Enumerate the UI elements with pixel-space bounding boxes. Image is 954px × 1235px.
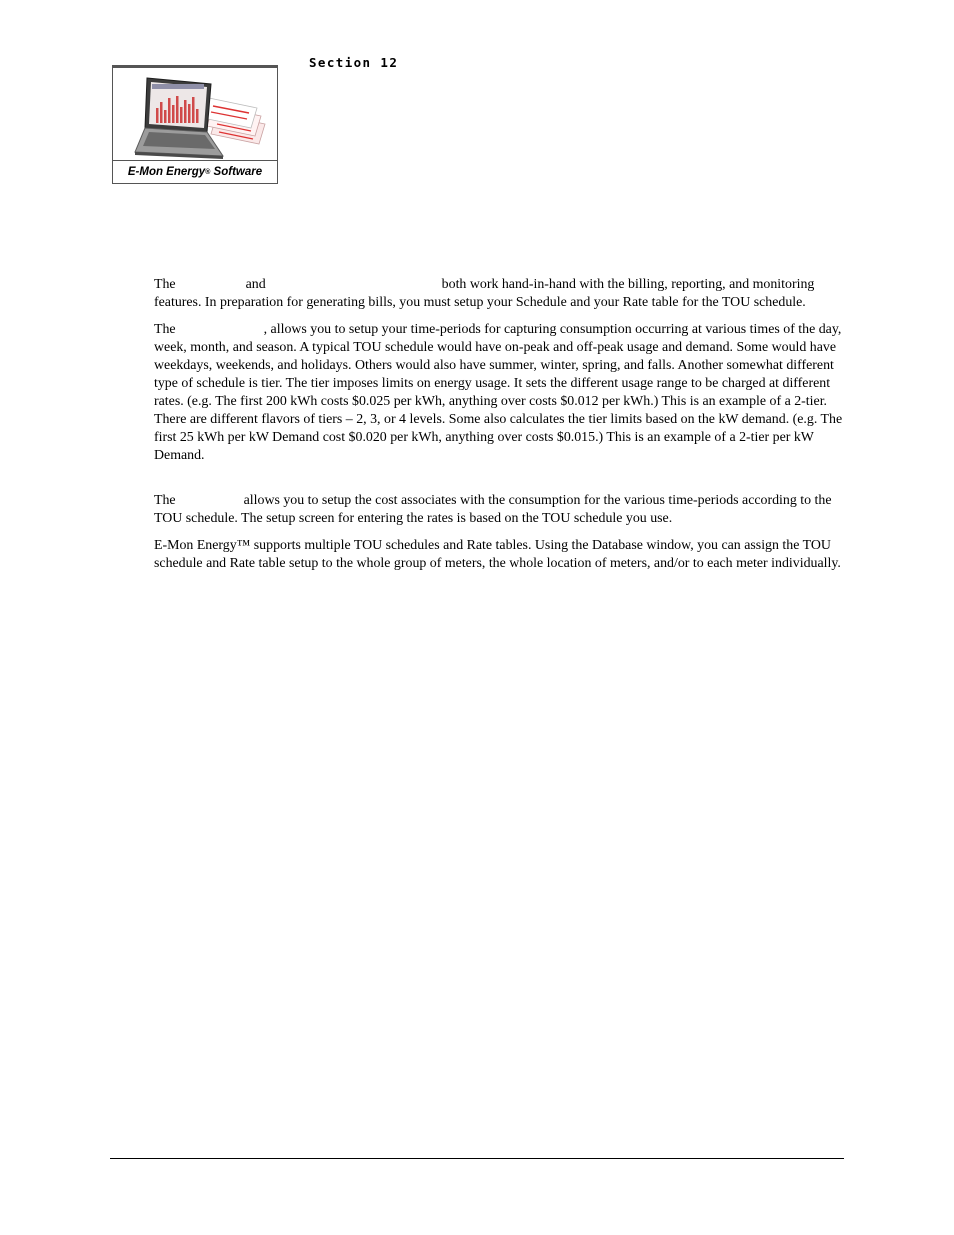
logo-suffix: Software [213, 166, 263, 178]
p1-rest: both work hand-in-hand with the billing, reporting, and monitoring features. In preparation for generating bills, you must setup your Schedule and your Rate table for the TOU schedule. [154, 277, 815, 310]
logo-registered-mark: ® [205, 168, 211, 176]
body-content [154, 276, 844, 573]
product-logo [112, 65, 278, 184]
section-label: Section 12 [309, 55, 399, 70]
p1-mid: and [245, 277, 266, 292]
p3-lead: The [154, 493, 176, 508]
logo-caption [113, 160, 277, 183]
paragraph-1 [154, 276, 844, 312]
footer-rule [110, 1158, 844, 1159]
p2-rest: , allows you to setup your time-periods for capturing consumption occurring at various times of the day, week, month, and season. A typical TOU schedule would have on-peak and off-peak usage and demand. Some would have weekdays, weekends, and holidays. Others would also have summer, winter, spring, and falls. Another somewhat different type of schedule is tier. The tier imposes limits on energy usage. It sets the different usage range to be charged at different rates. (e.g. The first 200 kWh costs $0.025 per kWh, anything over costs $0.012 per kWh.) This is an example of a 2-tier. There are different flavors of tiers – 2, 3, or 4 levels. Some also calculates the tier limits based on the kW demand. (e.g. The first 25 kWh per kW Demand cost $0.020 per kWh, anything over costs $0.015.) This is an example of a 2-tier per kW Demand. [154, 322, 843, 463]
paragraph-4: E-Mon Energy™ supports multiple TOU schedules and Rate tables. Using the Database window, you can assign the TOU schedule and Rate table setup to the whole group of meters, the whole location of meters, and/or to each meter individually. [154, 538, 841, 571]
laptop-with-reports-icon [119, 72, 271, 162]
paragraph-2 [154, 321, 844, 465]
p3-rest: allows you to setup the cost associates with the consumption for the various time-periods according to the TOU schedule. The setup screen for entering the rates is based on the TOU schedule you use. [154, 493, 832, 526]
p1-lead: The [154, 277, 176, 292]
logo-brand: E-Mon Energy [127, 166, 206, 178]
p2-lead: The [154, 322, 176, 337]
paragraph-3 [154, 492, 844, 528]
